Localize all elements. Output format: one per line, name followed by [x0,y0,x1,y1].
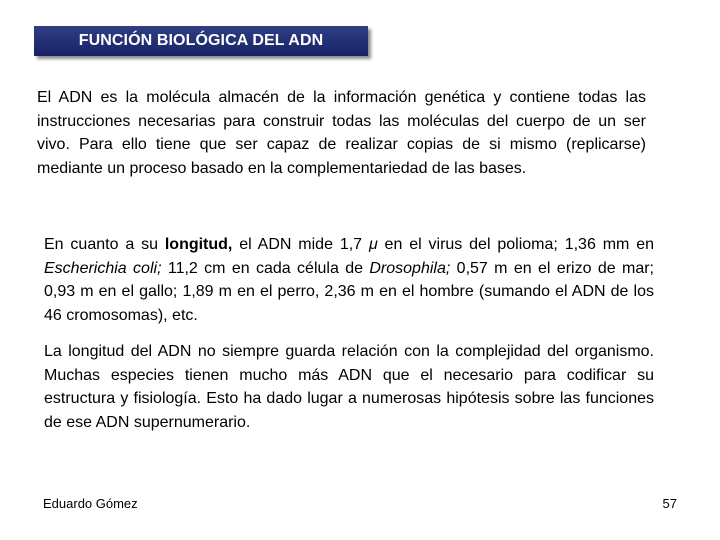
length-term-bold: longitud, [164,236,233,253]
length-text-3: en el virus del polioma; 1,36 mm en [377,236,655,253]
slide-title-banner [34,26,368,56]
species-ecoli: Escherichia coli; [44,259,162,277]
species-drosophila: Drosophila; [369,259,451,277]
length-text-5: 0,57 m en el erizo de mar; 0,93 m en el gallo; 1,89 m en el perro, 2,36 m en el hombre (sumando el ADN de los 46 cromosomas), etc. [44,259,654,324]
paragraph-dna-length [44,233,654,327]
length-text-1: En cuanto a su [44,236,165,253]
length-text-2: el ADN mide 1,7 [232,236,369,253]
micron-symbol: μ [368,236,378,253]
paragraph-dna-function: El ADN es la molécula almacén de la información genética y contiene todas las instrucciones necesarias para construir todas las moléculas del cuerpo de un ser vivo. Para ello tiene que ser capaz de realizar copias de si mismo (replicarse) mediante un proceso basado en la complementariedad de las bases. [37,89,646,177]
page-number: 57 [662,496,677,511]
length-text-4: 11,2 cm en cada célula de [161,259,370,277]
paragraph-dna-complexity: La longitud del ADN no siempre guarda relación con la complejidad del organismo. Muchas especies tienen mucho más ADN que el necesario para codificar su estructura y fisiología. Esto ha dado lugar a numerosas hipótesis sobre las funciones de ese ADN supernumerario. [44,343,654,431]
slide-title: FUNCIÓN BIOLÓGICA DEL ADN [78,32,324,49]
footer-author: Eduardo Gómez [43,496,138,511]
